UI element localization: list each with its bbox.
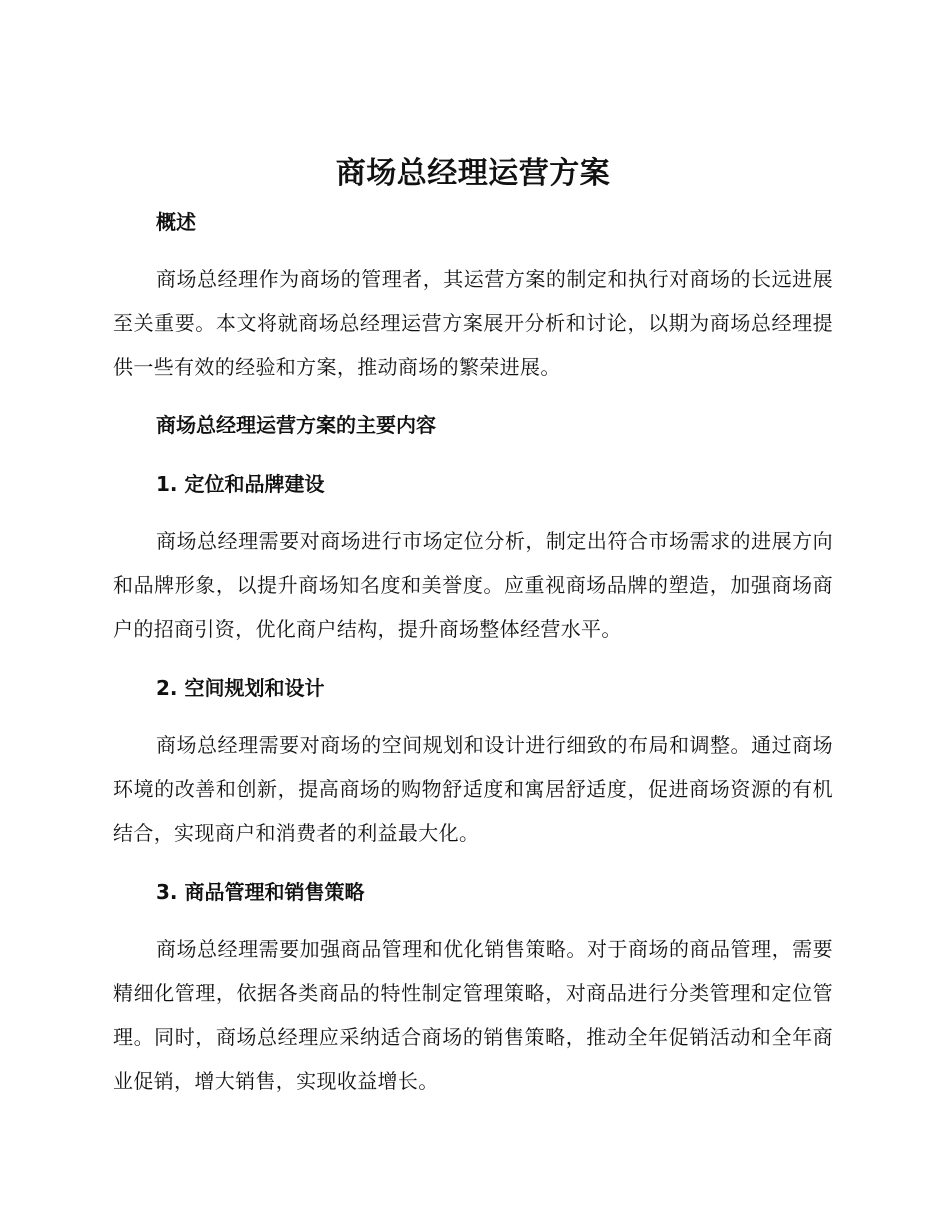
- document-title: 商场总经理运营方案: [335, 156, 611, 191]
- section-heading-space-planning: 2. 空间规划和设计: [156, 676, 325, 700]
- section-body-space-planning: 商场总经理需要对商场的空间规划和设计进行细致的布局和调整。通过商场环境的改善和创新，提高商场的购物舒适度和寓居舒适度，促进商场资源的有机结合，实现商户和消费者的利益最大化。: [113, 733, 833, 845]
- section-heading-positioning-branding: 1. 定位和品牌建设: [156, 472, 325, 496]
- section-body-positioning-branding: 商场总经理需要对商场进行市场定位分析，制定出符合市场需求的进展方向和品牌形象，以提升商场知名度和美誉度。应重视商场品牌的塑造，加强商场商户的招商引资，优化商户结构，提升商场整体经营水平。: [113, 529, 833, 641]
- section-heading-overview: 概述: [156, 210, 196, 234]
- section-heading-merchandise-sales: 3. 商品管理和销售策略: [156, 880, 365, 904]
- section-body-overview: 商场总经理作为商场的管理者，其运营方案的制定和执行对商场的长远进展至关重要。本文将就商场总经理运营方案展开分析和讨论，以期为商场总经理提供一些有效的经验和方案，推动商场的繁荣进展。: [113, 267, 833, 379]
- section-body-merchandise-sales: 商场总经理需要加强商品管理和优化销售策略。对于商场的商品管理，需要精细化管理，依据各类商品的特性制定管理策略，对商品进行分类管理和定位管理。同时，商场总经理应采纳适合商场的销售策略，推动全年促销活动和全年商业促销，增大销售，实现收益增长。: [113, 937, 833, 1093]
- section-heading-main-content: 商场总经理运营方案的主要内容: [156, 413, 436, 437]
